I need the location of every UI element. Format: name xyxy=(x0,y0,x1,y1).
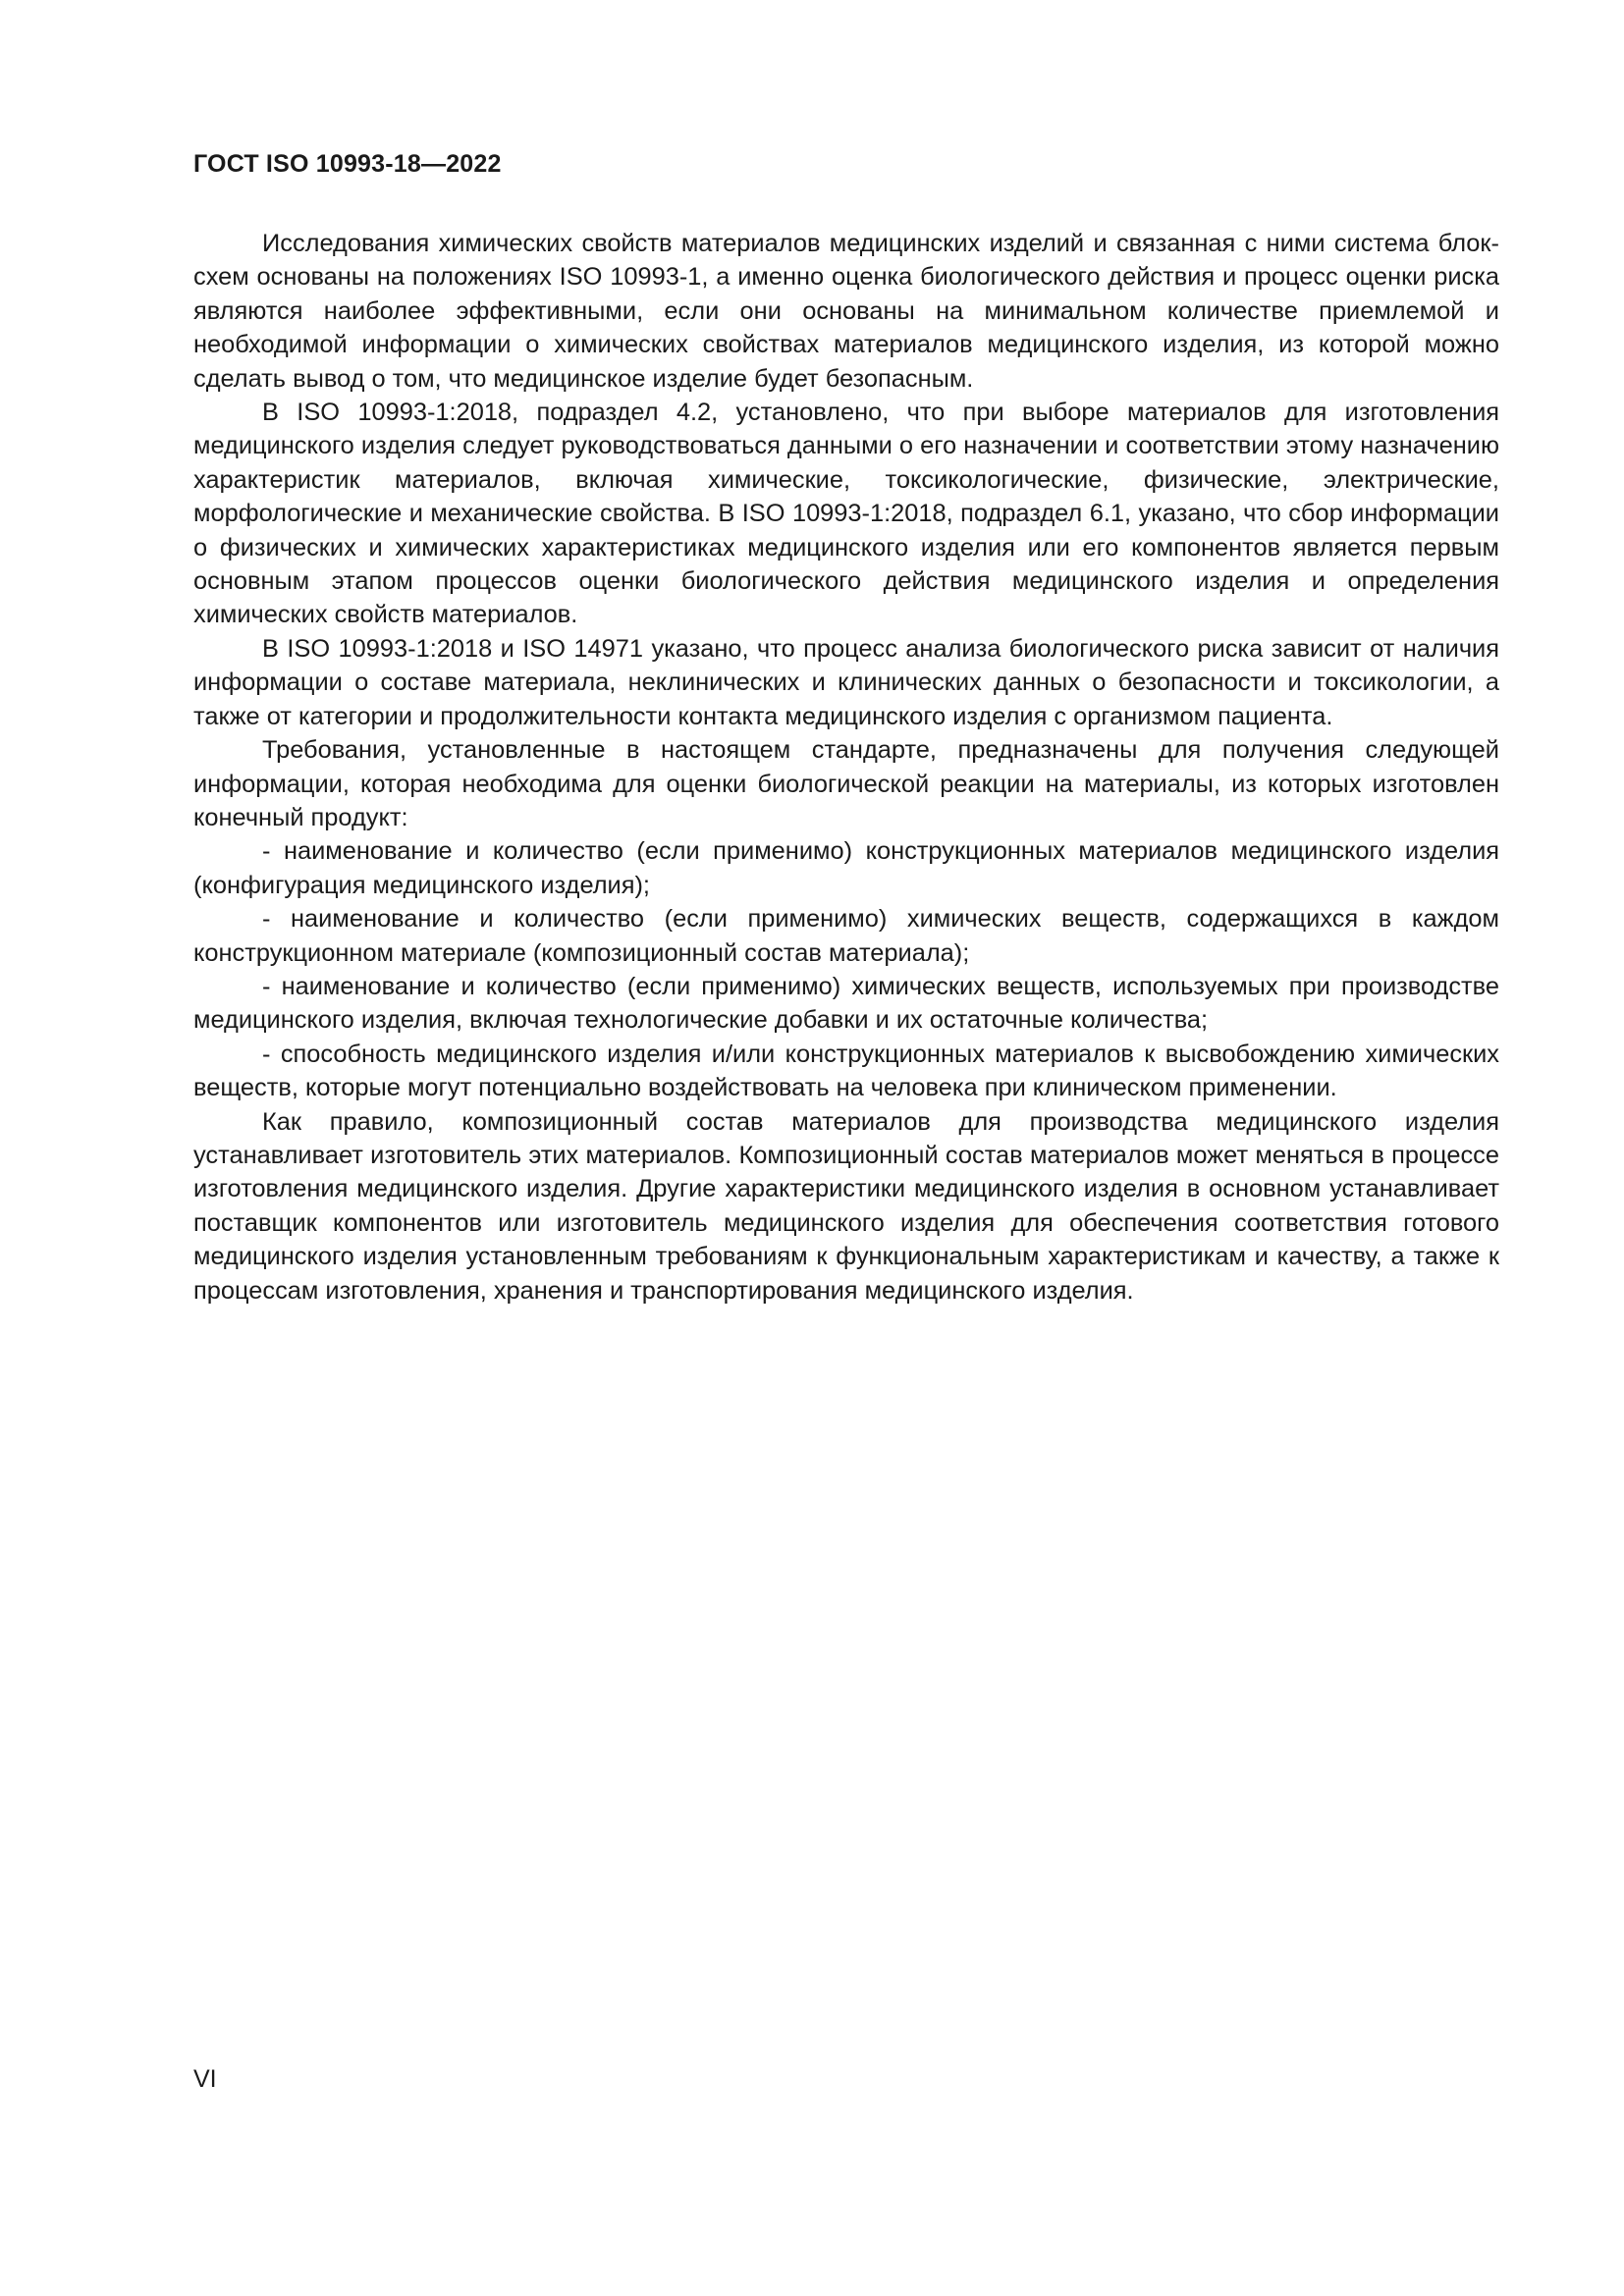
document-header: ГОСТ ISO 10993-18—2022 xyxy=(193,150,502,178)
paragraph: Требования, установленные в настоящем стандарте, предназначены для получения следующей информации, которая необходима для оценки биологической реакции на материалы, из которых изготовлен конечный продукт: xyxy=(193,736,1499,831)
list-item: - наименование и количество (если применимо) химических веществ, используемых при производстве медицинского изделия, включая технологические добавки и их остаточные количества; xyxy=(193,972,1499,1035)
document-body xyxy=(193,227,1499,1308)
list-item: - наименование и количество (если применимо) конструкционных материалов медицинского изделия (конфигурация медицинского изделия); xyxy=(193,837,1499,899)
list-item: - способность медицинского изделия и/или конструкционных материалов к высвобождению химических веществ, которые могут потенциально воздействовать на человека при клиническом применении. xyxy=(193,1040,1499,1102)
paragraph: В ISO 10993-1:2018, подраздел 4.2, установлено, что при выборе материалов для изготовления медицинского изделия следует руководствоваться данными о его назначении и соответствии этому назначению характеристик материалов, включая химические, токсикологические, физические, электрические, морфологические и механические свойства. В ISO 10993-1:2018, подраздел 6.1, указано, что сбор информации о физических и химических характеристиках медицинского изделия или его компонентов является первым основным этапом процессов оценки биологического действия медицинского изделия и определения химических свойств материалов. xyxy=(193,399,1499,629)
paragraph: Как правило, композиционный состав материалов для производства медицинского изделия устанавливает изготовитель этих материалов. Композиционный состав материалов может меняться в процессе изготовления медицинского изделия. Другие характеристики медицинского изделия в основном устанавливает поставщик компонентов или изготовитель медицинского изделия для обеспечения соответствия готового медицинского изделия установленным требованиям к функциональным характеристикам и качеству, а также к процессам изготовления, хранения и транспортирования медицинского изделия. xyxy=(193,1107,1499,1305)
paragraph: Исследования химических свойств материалов медицинских изделий и связанная с ними система блок-схем основаны на положениях ISO 10993-1, а именно оценка биологического действия и процесс оценки риска являются наиболее эффективными, если они основаны на минимальном количестве приемлемой и необходимой информации о химических свойствах материалов медицинского изделия, из которой можно сделать вывод о том, что медицинское изделие будет безопасным. xyxy=(193,230,1499,393)
page-number: VI xyxy=(193,2065,217,2093)
list-item: - наименование и количество (если применимо) химических веществ, содержащихся в каждом конструкционном материале (композиционный состав материала); xyxy=(193,905,1499,967)
paragraph: В ISO 10993-1:2018 и ISO 14971 указано, что процесс анализа биологического риска зависит от наличия информации о составе материала, неклинических и клинических данных о безопасности и токсикологии, а также от категории и продолжительности контакта медицинского изделия с организмом пациента. xyxy=(193,634,1499,730)
